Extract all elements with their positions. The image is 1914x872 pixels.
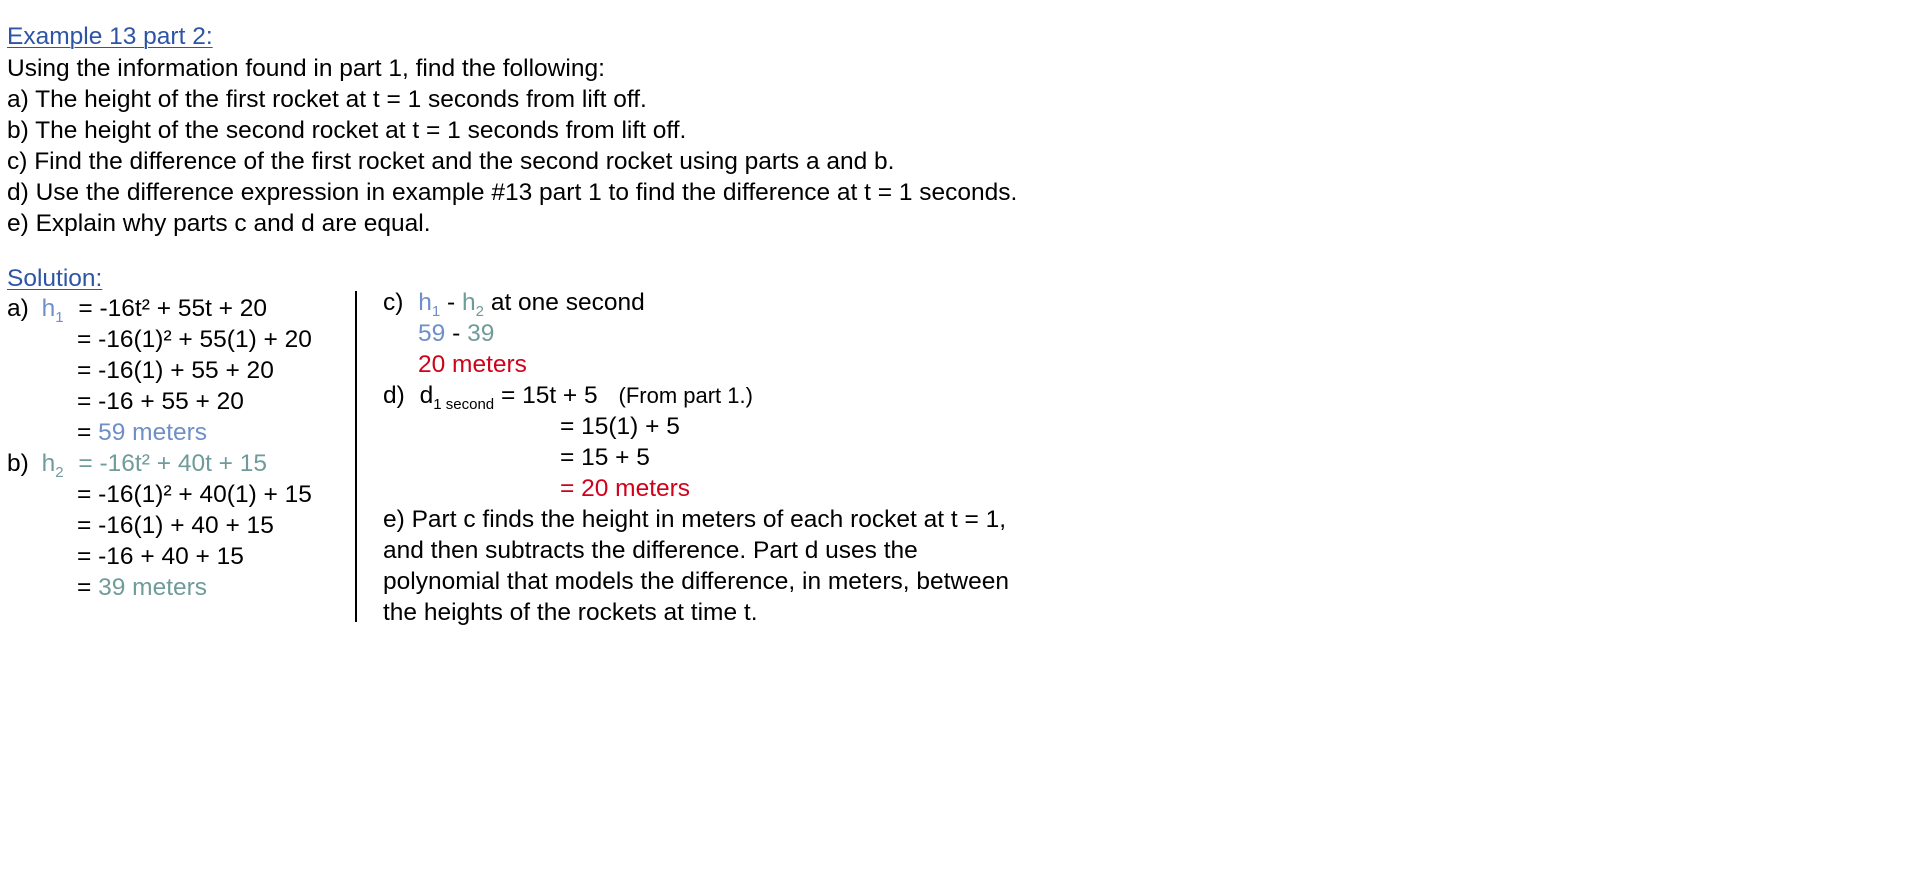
solution-b-line2: = -16(1)² + 40(1) + 15 (77, 481, 312, 508)
solution-a-line2: = -16(1)² + 55(1) + 20 (77, 326, 312, 353)
solution-b-line1 (7, 449, 267, 479)
solution-b-result-line: = 39 meters (77, 574, 208, 601)
solution-b-var: $h_2$ (41, 450, 64, 481)
solution-a-prefix: a) (7, 295, 29, 322)
solution-e-line3: polynomial that models the difference, in meters, between (383, 568, 1010, 595)
solution-c-h1: $h_1$ (418, 289, 441, 320)
solution-d-result: = 20 meters (560, 475, 691, 502)
solution-b-line3: = -16(1) + 40 + 15 (77, 512, 274, 539)
solution-label: Solution: (7, 265, 103, 292)
solution-c-result: 20 meters (418, 351, 527, 378)
solution-e-line4: the heights of the rockets at time t. (383, 599, 758, 626)
solution-c-prefix: c) (383, 289, 404, 316)
solution-e-line1: e) Part c finds the height in meters of each rocket at t = 1, (383, 506, 1007, 533)
solution-d-line3: = 15 + 5 (560, 444, 650, 471)
solution-c-v2: 39 (467, 320, 495, 347)
question-e: e) Explain why parts c and d are equal. (7, 210, 431, 237)
column-divider (355, 291, 357, 622)
solution-c-v1: 59 (418, 320, 446, 347)
intro-text: Using the information found in part 1, find the following: (7, 55, 605, 82)
solution-a-result: 59 meters (98, 419, 208, 446)
solution-c-line1: c) $h_1 - h_2$ at one second (383, 289, 645, 320)
solution-d-note: (From part 1.) (618, 383, 753, 408)
question-d: d) Use the difference expression in example #13 part 1 to find the difference at t = 1 seconds. (7, 179, 1018, 206)
solution-d-var: $d_{1 second}$ (419, 382, 495, 413)
solution-a-line1 (7, 294, 267, 324)
solution-c-values: 59 - 39 (418, 320, 495, 347)
question-b: b) The height of the second rocket at t = 1 seconds from lift off. (7, 117, 687, 144)
question-a: a) The height of the first rocket at t = 1 seconds from lift off. (7, 86, 647, 113)
solution-d-prefix: d) (383, 382, 405, 409)
solution-b-prefix: b) (7, 450, 29, 477)
solution-c-h2: $h_2$ (462, 289, 484, 320)
solution-b-result: 39 meters (98, 574, 208, 601)
solution-d-line2: = 15(1) + 5 (560, 413, 680, 440)
solution-a-var: $h_1$ (41, 295, 64, 326)
solution-a-line4: = -16 + 55 + 20 (77, 388, 244, 415)
page-title: Example 13 part 2: (7, 23, 213, 50)
solution-b-expr: = -16t² + 40t + 15 (78, 450, 268, 477)
solution-a-expr: = -16t² + 55t + 20 (78, 295, 268, 322)
solution-d-line1 (383, 381, 753, 411)
solution-a-result-line: = 59 meters (77, 419, 208, 446)
solution-a-line3: = -16(1) + 55 + 20 (77, 357, 274, 384)
question-c: c) Find the difference of the first rocket and the second rocket using parts a and b. (7, 148, 895, 175)
solution-e-line2: and then subtracts the difference. Part d uses the (383, 537, 918, 564)
solution-b-line4: = -16 + 40 + 15 (77, 543, 244, 570)
solution-c-suffix: at one second (490, 289, 645, 316)
solution-d-expr: = 15t + 5 (500, 382, 598, 409)
